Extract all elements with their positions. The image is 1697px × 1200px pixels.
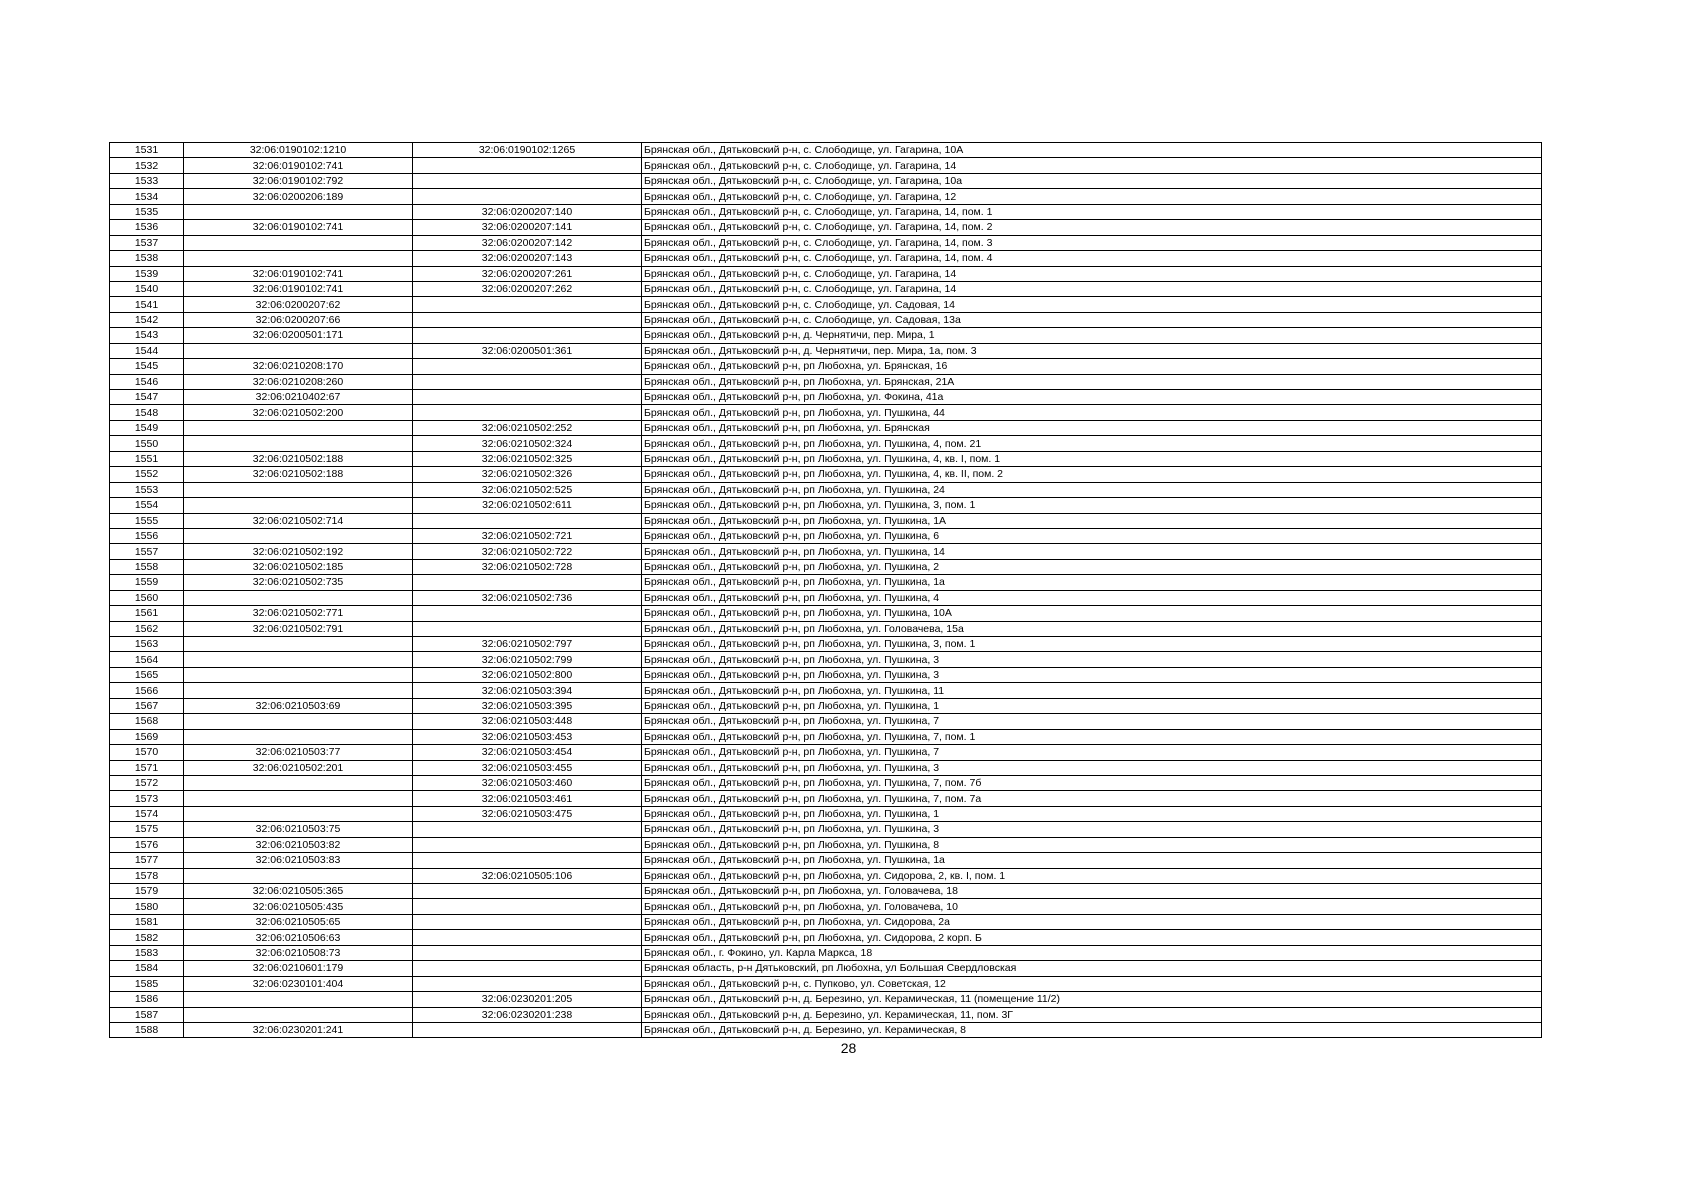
row-number-cell: 1570 [110, 745, 184, 760]
address-cell: Брянская обл., Дятьковский р-н, рп Любохна, ул. Сидорова, 2а [642, 914, 1542, 929]
table-row [110, 544, 1542, 559]
row-number-cell: 1560 [110, 590, 184, 605]
cadastral-number-cell: 32:06:0210502:185 [184, 559, 413, 574]
cadastral-number-cell [184, 498, 413, 513]
address-cell: Брянская обл., Дятьковский р-н, рп Любохна, ул. Пушкина, 7, пом. 1 [642, 729, 1542, 744]
address-cell: Брянская обл., Дятьковский р-н, рп Любохна, ул. Пушкина, 4, кв. II, пом. 2 [642, 467, 1542, 482]
cadastral-number-2-cell [413, 189, 642, 204]
cadastral-number-cell: 32:06:0210505:365 [184, 884, 413, 899]
cadastral-number-cell [184, 868, 413, 883]
cadastral-number-cell [184, 204, 413, 219]
address-cell: Брянская обл., Дятьковский р-н, рп Любохна, ул. Пушкина, 3, пом. 1 [642, 498, 1542, 513]
row-number-cell: 1551 [110, 451, 184, 466]
table-row [110, 220, 1542, 235]
cadastral-number-2-cell: 32:06:0210503:455 [413, 760, 642, 775]
cadastral-number-cell [184, 729, 413, 744]
address-cell: Брянская обл., Дятьковский р-н, рп Любохна, ул. Пушкина, 44 [642, 405, 1542, 420]
address-cell: Брянская обл., Дятьковский р-н, рп Любохна, ул. Сидорова, 2, кв. I, пом. 1 [642, 868, 1542, 883]
row-number-cell: 1533 [110, 173, 184, 188]
table-row [110, 343, 1542, 358]
row-number-cell: 1562 [110, 621, 184, 636]
cadastral-number-2-cell [413, 405, 642, 420]
table-row [110, 266, 1542, 281]
table-row [110, 173, 1542, 188]
table-row [110, 235, 1542, 250]
cadastral-number-cell [184, 806, 413, 821]
row-number-cell: 1548 [110, 405, 184, 420]
cadastral-number-cell: 32:06:0210208:170 [184, 359, 413, 374]
address-cell: Брянская обл., Дятьковский р-н, рп Любохна, ул. Пушкина, 3 [642, 822, 1542, 837]
address-cell: Брянская обл., Дятьковский р-н, с. Слободище, ул. Гагарина, 14 [642, 281, 1542, 296]
cadastral-number-2-cell: 32:06:0210502:736 [413, 590, 642, 605]
address-cell: Брянская обл., Дятьковский р-н, рп Любохна, ул. Головачева, 15а [642, 621, 1542, 636]
row-number-cell: 1552 [110, 467, 184, 482]
address-cell: Брянская обл., Дятьковский р-н, рп Любохна, ул. Пушкина, 7 [642, 714, 1542, 729]
cadastral-number-2-cell: 32:06:0210502:325 [413, 451, 642, 466]
cadastral-number-cell: 32:06:0210502:714 [184, 513, 413, 528]
row-number-cell: 1586 [110, 992, 184, 1007]
cadastral-number-cell [184, 714, 413, 729]
cadastral-number-2-cell [413, 359, 642, 374]
row-number-cell: 1578 [110, 868, 184, 883]
row-number-cell: 1545 [110, 359, 184, 374]
row-number-cell: 1539 [110, 266, 184, 281]
cadastral-number-2-cell: 32:06:0190102:1265 [413, 143, 642, 158]
cadastral-number-2-cell: 32:06:0210502:721 [413, 528, 642, 543]
cadastral-number-2-cell: 32:06:0210503:460 [413, 775, 642, 790]
row-number-cell: 1540 [110, 281, 184, 296]
cadastral-number-2-cell: 32:06:0210503:461 [413, 791, 642, 806]
row-number-cell: 1541 [110, 297, 184, 312]
cadastral-number-2-cell [413, 312, 642, 327]
address-cell: Брянская обл., Дятьковский р-н, рп Любохна, ул. Пушкина, 4 [642, 590, 1542, 605]
row-number-cell: 1556 [110, 528, 184, 543]
row-number-cell: 1569 [110, 729, 184, 744]
address-cell: Брянская обл., Дятьковский р-н, рп Любохна, ул. Пушкина, 7, пом. 7а [642, 791, 1542, 806]
cadastral-number-cell: 32:06:0210502:200 [184, 405, 413, 420]
page-number: 28 [840, 1040, 857, 1056]
table-row [110, 884, 1542, 899]
row-number-cell: 1543 [110, 328, 184, 343]
cadastral-number-cell [184, 528, 413, 543]
table-row [110, 158, 1542, 173]
address-cell: Брянская обл., Дятьковский р-н, рп Любохна, ул. Пушкина, 1а [642, 575, 1542, 590]
table-row [110, 899, 1542, 914]
address-cell: Брянская обл., Дятьковский р-н, рп Любохна, ул. Фокина, 41а [642, 390, 1542, 405]
cadastral-number-2-cell: 32:06:0210502:525 [413, 482, 642, 497]
cadastral-number-cell: 32:06:0210502:201 [184, 760, 413, 775]
table-row [110, 359, 1542, 374]
table-row [110, 837, 1542, 852]
table-row [110, 528, 1542, 543]
address-cell: Брянская обл., Дятьковский р-н, рп Любохна, ул. Пушкина, 24 [642, 482, 1542, 497]
table-row [110, 791, 1542, 806]
address-cell: Брянская обл., Дятьковский р-н, рп Любохна, ул. Пушкина, 3 [642, 652, 1542, 667]
row-number-cell: 1558 [110, 559, 184, 574]
cadastral-number-2-cell: 32:06:0200207:142 [413, 235, 642, 250]
table-row [110, 667, 1542, 682]
table-row [110, 189, 1542, 204]
row-number-cell: 1550 [110, 436, 184, 451]
address-cell: Брянская обл., Дятьковский р-н, д. Березино, ул. Керамическая, 8 [642, 1022, 1542, 1037]
address-cell: Брянская обл., Дятьковский р-н, с. Слободище, ул. Гагарина, 14 [642, 158, 1542, 173]
cadastral-number-2-cell [413, 575, 642, 590]
table-row [110, 204, 1542, 219]
table-row [110, 745, 1542, 760]
row-number-cell: 1544 [110, 343, 184, 358]
address-cell: Брянская обл., Дятьковский р-н, рп Любохна, ул. Сидорова, 2 корп. Б [642, 930, 1542, 945]
cadastral-number-cell [184, 482, 413, 497]
address-cell: Брянская обл., Дятьковский р-н, рп Любохна, ул. Брянская, 21А [642, 374, 1542, 389]
row-number-cell: 1559 [110, 575, 184, 590]
cadastral-number-2-cell [413, 390, 642, 405]
cadastral-number-2-cell: 32:06:0200501:361 [413, 343, 642, 358]
table-row [110, 621, 1542, 636]
address-cell: Брянская обл., Дятьковский р-н, рп Любохна, ул. Пушкина, 3, пом. 1 [642, 637, 1542, 652]
table-row [110, 559, 1542, 574]
row-number-cell: 1532 [110, 158, 184, 173]
table-row [110, 405, 1542, 420]
address-cell: Брянская обл., Дятьковский р-н, д. Березино, ул. Керамическая, 11 (помещение 11/2) [642, 992, 1542, 1007]
table-row [110, 806, 1542, 821]
address-cell: Брянская обл., Дятьковский р-н, рп Любохна, ул. Пушкина, 1 [642, 806, 1542, 821]
cadastral-number-2-cell [413, 328, 642, 343]
address-cell: Брянская обл., Дятьковский р-н, д. Чернятичи, пер. Мира, 1а, пом. 3 [642, 343, 1542, 358]
cadastral-number-2-cell [413, 1022, 642, 1037]
address-cell: Брянская обл., Дятьковский р-н, д. Березино, ул. Керамическая, 11, пом. 3Г [642, 1007, 1542, 1022]
address-cell: Брянская обл., Дятьковский р-н, с. Слободище, ул. Гагарина, 12 [642, 189, 1542, 204]
cadastral-number-2-cell: 32:06:0200207:143 [413, 251, 642, 266]
table-row [110, 297, 1542, 312]
cadastral-number-cell: 32:06:0200207:66 [184, 312, 413, 327]
cadastral-number-2-cell: 32:06:0200207:141 [413, 220, 642, 235]
cadastral-number-2-cell: 32:06:0210503:395 [413, 698, 642, 713]
cadastral-number-2-cell: 32:06:0210502:326 [413, 467, 642, 482]
cadastral-number-cell [184, 590, 413, 605]
address-cell: Брянская обл., Дятьковский р-н, рп Любохна, ул. Пушкина, 14 [642, 544, 1542, 559]
row-number-cell: 1561 [110, 606, 184, 621]
row-number-cell: 1566 [110, 683, 184, 698]
table-row [110, 590, 1542, 605]
cadastral-number-2-cell [413, 837, 642, 852]
table-row [110, 606, 1542, 621]
address-cell: Брянская обл., Дятьковский р-н, рп Любохна, ул. Пушкина, 7, пом. 7б [642, 775, 1542, 790]
row-number-cell: 1568 [110, 714, 184, 729]
address-cell: Брянская обл., Дятьковский р-н, рп Любохна, ул. Пушкина, 7 [642, 745, 1542, 760]
table-row [110, 513, 1542, 528]
table-row [110, 374, 1542, 389]
cadastral-number-2-cell: 32:06:0210503:453 [413, 729, 642, 744]
table-row [110, 143, 1542, 158]
table-row [110, 498, 1542, 513]
address-cell: Брянская обл., Дятьковский р-н, рп Любохна, ул. Пушкина, 11 [642, 683, 1542, 698]
row-number-cell: 1582 [110, 930, 184, 945]
address-cell: Брянская обл., Дятьковский р-н, рп Любохна, ул. Пушкина, 8 [642, 837, 1542, 852]
row-number-cell: 1547 [110, 390, 184, 405]
cadastral-number-2-cell: 32:06:0200207:261 [413, 266, 642, 281]
address-cell: Брянская область, р-н Дятьковский, рп Любохна, ул Большая Свердловская [642, 961, 1542, 976]
table-row [110, 914, 1542, 929]
table-row [110, 575, 1542, 590]
address-cell: Брянская обл., Дятьковский р-н, рп Любохна, ул. Пушкина, 4, пом. 21 [642, 436, 1542, 451]
table-row [110, 930, 1542, 945]
row-number-cell: 1580 [110, 899, 184, 914]
cadastral-number-2-cell: 32:06:0210505:106 [413, 868, 642, 883]
cadastral-number-cell: 32:06:0210502:735 [184, 575, 413, 590]
address-cell: Брянская обл., Дятьковский р-н, рп Любохна, ул. Пушкина, 2 [642, 559, 1542, 574]
address-cell: Брянская обл., Дятьковский р-н, рп Любохна, ул. Брянская, 16 [642, 359, 1542, 374]
address-cell: Брянская обл., Дятьковский р-н, рп Любохна, ул. Пушкина, 1 [642, 698, 1542, 713]
address-cell: Брянская обл., Дятьковский р-н, рп Любохна, ул. Пушкина, 4, кв. I, пом. 1 [642, 451, 1542, 466]
cadastral-number-cell [184, 235, 413, 250]
row-number-cell: 1563 [110, 637, 184, 652]
row-number-cell: 1571 [110, 760, 184, 775]
row-number-cell: 1536 [110, 220, 184, 235]
cadastral-number-cell: 32:06:0210402:67 [184, 390, 413, 405]
row-number-cell: 1564 [110, 652, 184, 667]
address-cell: Брянская обл., г. Фокино, ул. Карла Маркса, 18 [642, 945, 1542, 960]
row-number-cell: 1588 [110, 1022, 184, 1037]
cadastral-number-cell: 32:06:0190102:741 [184, 220, 413, 235]
cadastral-number-cell: 32:06:0210208:260 [184, 374, 413, 389]
cadastral-number-2-cell [413, 976, 642, 991]
cadastral-number-2-cell: 32:06:0210502:799 [413, 652, 642, 667]
row-number-cell: 1585 [110, 976, 184, 991]
cadastral-number-2-cell [413, 297, 642, 312]
cadastral-number-2-cell: 32:06:0210503:394 [413, 683, 642, 698]
address-cell: Брянская обл., Дятьковский р-н, с. Слободище, ул. Гагарина, 10а [642, 173, 1542, 188]
address-cell: Брянская обл., Дятьковский р-н, с. Слободище, ул. Гагарина, 10А [642, 143, 1542, 158]
cadastral-number-cell: 32:06:0190102:741 [184, 281, 413, 296]
address-cell: Брянская обл., Дятьковский р-н, д. Чернятичи, пер. Мира, 1 [642, 328, 1542, 343]
cadastral-number-cell: 32:06:0200206:189 [184, 189, 413, 204]
cadastral-number-cell: 32:06:0210601:179 [184, 961, 413, 976]
table-row [110, 992, 1542, 1007]
row-number-cell: 1565 [110, 667, 184, 682]
row-number-cell: 1535 [110, 204, 184, 219]
row-number-cell: 1537 [110, 235, 184, 250]
cadastral-number-2-cell: 32:06:0210502:797 [413, 637, 642, 652]
cadastral-number-2-cell: 32:06:0210503:448 [413, 714, 642, 729]
cadastral-number-2-cell [413, 173, 642, 188]
cadastral-number-cell [184, 667, 413, 682]
address-cell: Брянская обл., Дятьковский р-н, с. Пупково, ул. Советская, 12 [642, 976, 1542, 991]
cadastral-number-cell: 32:06:0230201:241 [184, 1022, 413, 1037]
cadastral-number-cell: 32:06:0210506:63 [184, 930, 413, 945]
row-number-cell: 1579 [110, 884, 184, 899]
cadastral-number-2-cell: 32:06:0210503:475 [413, 806, 642, 821]
cadastral-number-cell: 32:06:0210503:77 [184, 745, 413, 760]
address-cell: Брянская обл., Дятьковский р-н, с. Слободище, ул. Гагарина, 14, пом. 3 [642, 235, 1542, 250]
cadastral-number-cell: 32:06:0210502:771 [184, 606, 413, 621]
table-row [110, 467, 1542, 482]
row-number-cell: 1555 [110, 513, 184, 528]
cadastral-number-cell: 32:06:0190102:792 [184, 173, 413, 188]
row-number-cell: 1583 [110, 945, 184, 960]
row-number-cell: 1557 [110, 544, 184, 559]
cadastral-number-2-cell: 32:06:0200207:140 [413, 204, 642, 219]
address-cell: Брянская обл., Дятьковский р-н, рп Любохна, ул. Головачева, 18 [642, 884, 1542, 899]
address-cell: Брянская обл., Дятьковский р-н, рп Любохна, ул. Головачева, 10 [642, 899, 1542, 914]
address-cell: Брянская обл., Дятьковский р-н, рп Любохна, ул. Брянская [642, 420, 1542, 435]
row-number-cell: 1577 [110, 853, 184, 868]
cadastral-number-2-cell [413, 374, 642, 389]
table-row [110, 436, 1542, 451]
cadastral-number-2-cell [413, 158, 642, 173]
table-row [110, 760, 1542, 775]
cadastral-number-2-cell [413, 621, 642, 636]
table-row [110, 281, 1542, 296]
address-cell: Брянская обл., Дятьковский р-н, рп Любохна, ул. Пушкина, 3 [642, 760, 1542, 775]
table-row [110, 312, 1542, 327]
row-number-cell: 1554 [110, 498, 184, 513]
cadastral-number-2-cell [413, 961, 642, 976]
table-row [110, 683, 1542, 698]
row-number-cell: 1587 [110, 1007, 184, 1022]
cadastral-number-2-cell: 32:06:0210503:454 [413, 745, 642, 760]
cadastral-number-cell [184, 637, 413, 652]
cadastral-number-2-cell: 32:06:0210502:728 [413, 559, 642, 574]
cadastral-number-2-cell [413, 899, 642, 914]
cadastral-number-cell: 32:06:0190102:741 [184, 158, 413, 173]
table-row [110, 976, 1542, 991]
cadastral-number-2-cell [413, 853, 642, 868]
cadastral-number-2-cell [413, 822, 642, 837]
table-row [110, 822, 1542, 837]
cadastral-number-2-cell: 32:06:0210502:800 [413, 667, 642, 682]
cadastral-number-2-cell [413, 513, 642, 528]
cadastral-number-cell: 32:06:0210502:791 [184, 621, 413, 636]
row-number-cell: 1574 [110, 806, 184, 821]
cadastral-number-cell [184, 251, 413, 266]
row-number-cell: 1531 [110, 143, 184, 158]
row-number-cell: 1581 [110, 914, 184, 929]
cadastral-number-cell [184, 791, 413, 806]
table-row [110, 652, 1542, 667]
table-row [110, 775, 1542, 790]
row-number-cell: 1546 [110, 374, 184, 389]
row-number-cell: 1553 [110, 482, 184, 497]
cadastral-number-2-cell: 32:06:0210502:611 [413, 498, 642, 513]
table-row [110, 1007, 1542, 1022]
row-number-cell: 1584 [110, 961, 184, 976]
registry-table [109, 142, 1542, 1038]
address-cell: Брянская обл., Дятьковский р-н, с. Слободище, ул. Гагарина, 14, пом. 4 [642, 251, 1542, 266]
address-cell: Брянская обл., Дятьковский р-н, рп Любохна, ул. Пушкина, 3 [642, 667, 1542, 682]
row-number-cell: 1567 [110, 698, 184, 713]
cadastral-number-cell [184, 683, 413, 698]
table-row [110, 729, 1542, 744]
cadastral-number-2-cell [413, 606, 642, 621]
table-row [110, 420, 1542, 435]
registry-table-body [110, 143, 1542, 1038]
row-number-cell: 1538 [110, 251, 184, 266]
address-cell: Брянская обл., Дятьковский р-н, рп Любохна, ул. Пушкина, 1а [642, 853, 1542, 868]
address-cell: Брянская обл., Дятьковский р-н, с. Слободище, ул. Гагарина, 14, пом. 2 [642, 220, 1542, 235]
row-number-cell: 1575 [110, 822, 184, 837]
row-number-cell: 1534 [110, 189, 184, 204]
cadastral-number-2-cell: 32:06:0230201:205 [413, 992, 642, 1007]
table-row [110, 853, 1542, 868]
cadastral-number-cell: 32:06:0230101:404 [184, 976, 413, 991]
cadastral-number-cell [184, 436, 413, 451]
cadastral-number-cell [184, 420, 413, 435]
cadastral-number-cell: 32:06:0210505:65 [184, 914, 413, 929]
cadastral-number-cell: 32:06:0210502:188 [184, 451, 413, 466]
table-row [110, 945, 1542, 960]
cadastral-number-2-cell: 32:06:0230201:238 [413, 1007, 642, 1022]
cadastral-number-cell: 32:06:0200207:62 [184, 297, 413, 312]
cadastral-number-cell: 32:06:0210508:73 [184, 945, 413, 960]
row-number-cell: 1572 [110, 775, 184, 790]
cadastral-number-cell [184, 775, 413, 790]
cadastral-number-cell: 32:06:0210503:75 [184, 822, 413, 837]
address-cell: Брянская обл., Дятьковский р-н, рп Любохна, ул. Пушкина, 6 [642, 528, 1542, 543]
cadastral-number-cell: 32:06:0210502:188 [184, 467, 413, 482]
address-cell: Брянская обл., Дятьковский р-н, с. Слободище, ул. Садовая, 14 [642, 297, 1542, 312]
table-row [110, 251, 1542, 266]
cadastral-number-2-cell [413, 930, 642, 945]
table-row [110, 714, 1542, 729]
cadastral-number-cell [184, 652, 413, 667]
table-row [110, 868, 1542, 883]
cadastral-number-cell: 32:06:0200501:171 [184, 328, 413, 343]
address-cell: Брянская обл., Дятьковский р-н, с. Слободище, ул. Садовая, 13а [642, 312, 1542, 327]
cadastral-number-2-cell: 32:06:0200207:262 [413, 281, 642, 296]
cadastral-number-cell: 32:06:0190102:741 [184, 266, 413, 281]
cadastral-number-cell: 32:06:0210503:82 [184, 837, 413, 852]
cadastral-number-2-cell [413, 914, 642, 929]
address-cell: Брянская обл., Дятьковский р-н, с. Слободище, ул. Гагарина, 14 [642, 266, 1542, 281]
cadastral-number-2-cell: 32:06:0210502:252 [413, 420, 642, 435]
table-row [110, 451, 1542, 466]
table-row [110, 482, 1542, 497]
cadastral-number-cell [184, 992, 413, 1007]
cadastral-number-2-cell [413, 945, 642, 960]
row-number-cell: 1549 [110, 420, 184, 435]
table-row [110, 328, 1542, 343]
cadastral-number-cell: 32:06:0210503:83 [184, 853, 413, 868]
cadastral-number-2-cell [413, 884, 642, 899]
address-cell: Брянская обл., Дятьковский р-н, рп Любохна, ул. Пушкина, 1А [642, 513, 1542, 528]
cadastral-number-cell: 32:06:0210503:69 [184, 698, 413, 713]
table-row [110, 390, 1542, 405]
cadastral-number-2-cell: 32:06:0210502:722 [413, 544, 642, 559]
table-row [110, 637, 1542, 652]
cadastral-number-cell [184, 1007, 413, 1022]
cadastral-number-cell: 32:06:0190102:1210 [184, 143, 413, 158]
address-cell: Брянская обл., Дятьковский р-н, с. Слободище, ул. Гагарина, 14, пом. 1 [642, 204, 1542, 219]
table-row [110, 961, 1542, 976]
cadastral-number-cell: 32:06:0210502:192 [184, 544, 413, 559]
table-row [110, 698, 1542, 713]
row-number-cell: 1576 [110, 837, 184, 852]
table-row [110, 1022, 1542, 1037]
row-number-cell: 1542 [110, 312, 184, 327]
cadastral-number-cell [184, 343, 413, 358]
row-number-cell: 1573 [110, 791, 184, 806]
address-cell: Брянская обл., Дятьковский р-н, рп Любохна, ул. Пушкина, 10А [642, 606, 1542, 621]
cadastral-number-2-cell: 32:06:0210502:324 [413, 436, 642, 451]
cadastral-number-cell: 32:06:0210505:435 [184, 899, 413, 914]
